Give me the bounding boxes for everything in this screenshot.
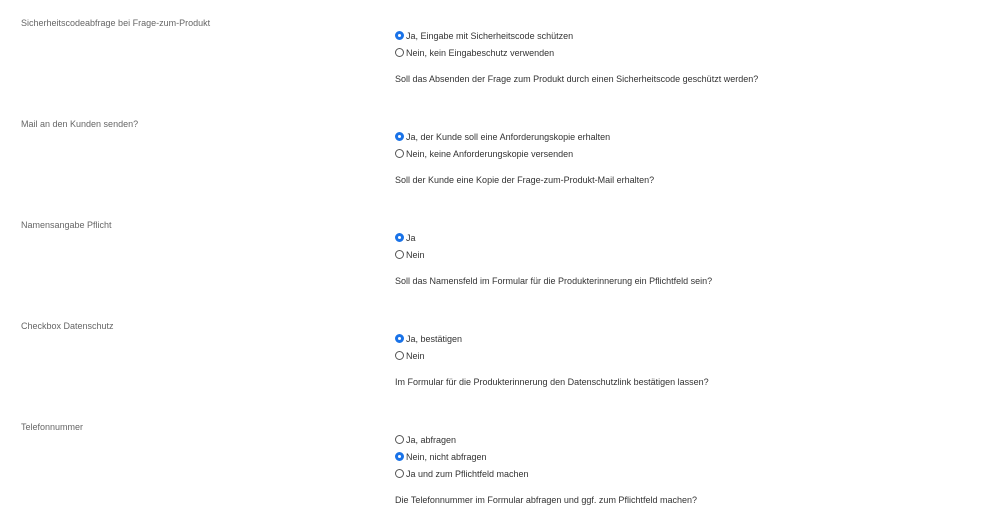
- radio-option-security-code-yes[interactable]: [395, 27, 573, 44]
- radio-checked-icon[interactable]: [395, 233, 404, 242]
- radio-option-phone-ask[interactable]: [395, 431, 529, 448]
- radio-option-label[interactable]: Ja, Eingabe mit Sicherheitscode schützen: [406, 30, 574, 41]
- radio-option-label[interactable]: Nein, nicht abfragen: [406, 451, 487, 462]
- setting-label: Namensangabe Pflicht: [21, 220, 112, 230]
- radio-unchecked-icon[interactable]: [395, 435, 404, 444]
- radio-unchecked-icon[interactable]: [395, 149, 404, 158]
- radio-option-phone-no[interactable]: [395, 448, 529, 465]
- setting-description: Soll der Kunde eine Kopie der Frage-zum-Produkt-Mail erhalten?: [395, 175, 655, 185]
- radio-group-name-required: [395, 229, 425, 263]
- radio-option-label[interactable]: Nein: [406, 350, 425, 361]
- radio-group-customer-mail: [395, 128, 610, 162]
- radio-option-customer-mail-yes[interactable]: [395, 128, 610, 145]
- radio-group-phone-number: [395, 431, 529, 482]
- radio-option-label[interactable]: Nein: [406, 249, 425, 260]
- radio-option-label[interactable]: Ja, abfragen: [406, 434, 457, 445]
- radio-checked-icon[interactable]: [395, 31, 404, 40]
- radio-option-privacy-yes[interactable]: [395, 330, 462, 347]
- radio-checked-icon[interactable]: [395, 334, 404, 343]
- radio-option-privacy-no[interactable]: [395, 347, 462, 364]
- radio-group-privacy-checkbox: [395, 330, 462, 364]
- radio-unchecked-icon[interactable]: [395, 250, 404, 259]
- setting-description: Soll das Absenden der Frage zum Produkt durch einen Sicherheitscode geschützt werden?: [395, 74, 759, 84]
- radio-option-label[interactable]: Nein, keine Anforderungskopie versenden: [406, 148, 574, 159]
- radio-option-phone-required[interactable]: [395, 465, 529, 482]
- setting-label: Telefonnummer: [21, 422, 84, 432]
- radio-option-label[interactable]: Ja, der Kunde soll eine Anforderungskopie erhalten: [406, 131, 611, 142]
- radio-option-name-required-no[interactable]: [395, 246, 425, 263]
- radio-option-label[interactable]: Ja und zum Pflichtfeld machen: [406, 468, 529, 479]
- radio-option-label[interactable]: Ja: [406, 232, 416, 243]
- setting-label: Mail an den Kunden senden?: [21, 119, 139, 129]
- radio-option-name-required-yes[interactable]: [395, 229, 425, 246]
- setting-description: Im Formular für die Produkterinnerung den Datenschutzlink bestätigen lassen?: [395, 377, 709, 387]
- radio-checked-icon[interactable]: [395, 132, 404, 141]
- radio-option-label[interactable]: Ja, bestätigen: [406, 333, 463, 344]
- radio-option-customer-mail-no[interactable]: [395, 145, 610, 162]
- radio-group-security-code: [395, 27, 573, 61]
- radio-unchecked-icon[interactable]: [395, 469, 404, 478]
- radio-unchecked-icon[interactable]: [395, 351, 404, 360]
- radio-unchecked-icon[interactable]: [395, 48, 404, 57]
- radio-checked-icon[interactable]: [395, 452, 404, 461]
- setting-label: Sicherheitscodeabfrage bei Frage-zum-Produkt: [21, 18, 211, 28]
- radio-option-label[interactable]: Nein, kein Eingabeschutz verwenden: [406, 47, 555, 58]
- setting-description: Soll das Namensfeld im Formular für die Produkterinnerung ein Pflichtfeld sein?: [395, 276, 713, 286]
- setting-label: Checkbox Datenschutz: [21, 321, 114, 331]
- radio-option-security-code-no[interactable]: [395, 44, 573, 61]
- setting-description: Die Telefonnummer im Formular abfragen und ggf. zum Pflichtfeld machen?: [395, 495, 697, 505]
